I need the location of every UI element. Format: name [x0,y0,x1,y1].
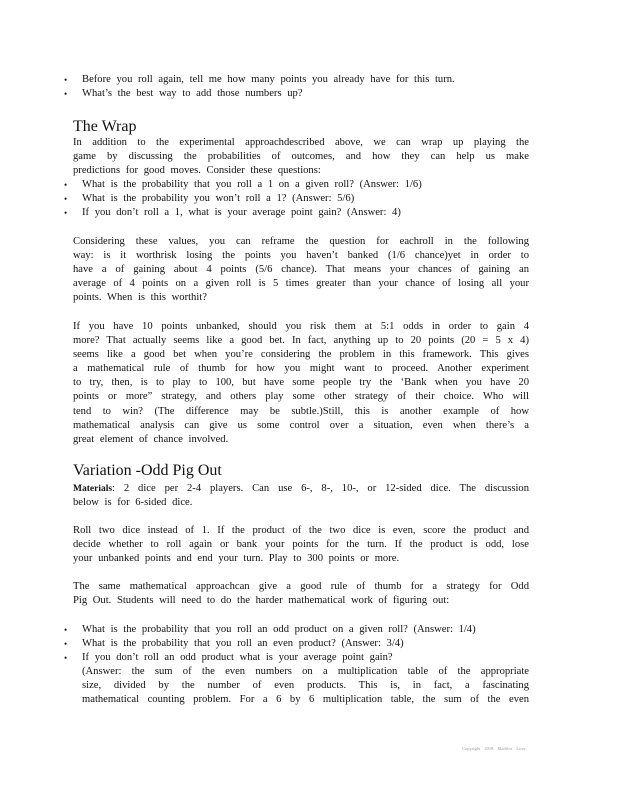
bullet-icon: • [64,653,68,664]
text-line: (Answer: the sum of the even numbers on a multiplication table of the appropriate [82,666,529,678]
materials-label: Materials [73,484,113,494]
text-line: more? That actually seems like a good bet. In fact, anything up to 20 points (20 = 5 x 4) [73,335,529,347]
text-line: mathematical counting problem. For a 6 by 6 multiplication table, the sum of the even [82,694,529,706]
text-line: Considering these values, you can reframe the question for eachroll in the following [73,236,529,247]
variation-materials [73,482,529,510]
list-item: • If you don’t roll a 1, what is your average point gain? (Answer: 4) [73,206,529,220]
list-item: • What is the probability you won’t roll a 1? (Answer: 5/6) [73,192,529,206]
list-item: • What is the probability that you roll an even product? (Answer: 3/4) [73,637,529,651]
text-line: your unbanked points and end your turn. Play to 300 points or more. [73,553,400,565]
answer-block [73,665,529,707]
wrap-intro [73,136,529,178]
text-line: If you have 10 points unbanked, should you risk them at 5:1 odds in order to gain 4 [73,321,529,332]
text-line: a mathematical rule of thumb for how you might want to proceed. Another experiment [73,363,529,375]
text-line: below is for 6-sided dice. [73,497,193,509]
top-bullet-list [64,73,529,101]
text-line: Pig Out. Students will need to do the harder mathematical work of figuring out: [73,595,450,607]
list-item: • Before you roll again, tell me how many points you already have for this turn. [73,73,529,87]
bullet-icon: • [64,75,68,85]
text-line: tend to win? (The difference may be subtle.)Still, this is another example of how [73,405,529,417]
text-line: points or more” strategy, and others play some other strategy of their choice. Who will [73,391,529,403]
copyright-footer: Copyright 2018 Mathfor Love [462,746,526,751]
wrap-paragraph-1 [73,235,529,305]
wrap-paragraph-2 [73,320,529,447]
list-item: • What’s the best way to add those numbers up? [73,87,529,101]
text-line: to try, then, is to play to 100, but have some people try the ‘Bank when you have 20 [73,377,529,389]
text-line: decide whether to roll again or bank your points for the turn. If the product is odd, lose [73,539,529,551]
text-line: have a of gaining about 4 points (5/6 chance). That means your chances of gaining an [73,264,529,276]
variation-paragraph-1 [73,524,529,566]
list-item: • What is the probability that you roll a 1 on a given roll? (Answer: 1/6) [73,178,529,192]
text-line: In addition to the experimental approachdescribed above, we can wrap up playing the [73,137,529,148]
materials-text: : 2 dice per 2-4 players. Can use 6-, 8-, 10-, or 12-sided dice. The discussion [112,483,529,494]
wrap-question-list [64,178,529,220]
text-line: average of 4 points on a given roll is 5 times greater than your chance of losing all your [73,278,529,290]
bullet-icon: • [64,194,68,205]
text-line [73,482,529,496]
bullet-icon: • [64,208,68,219]
text-line: size, divided by the number of even products. This is, in fact, a fascinating [82,680,529,692]
bullet-icon: • [64,639,68,650]
list-item: • What is the probability that you roll an odd product on a given roll? (Answer: 1/4) [73,623,529,637]
section-heading-wrap: The Wrap [73,118,137,135]
text-line: predictions for good moves. Consider these questions: [73,165,321,177]
text-line: seems like a good bet when you’re considering the problem in this framework. This gives [73,349,529,361]
variation-paragraph-2 [73,580,529,608]
variation-question-list [64,623,529,708]
list-item: • If you don’t roll an odd product what is your average point gain? [73,651,529,665]
bullet-icon: • [64,180,68,190]
text-line: game by discussing the probabilities of outcomes, and how they can help us make [73,151,529,163]
text-line: mathematical analysis can give us some control over a situation, even when there’s a [73,419,529,431]
text-line: points. When is this worthit? [73,292,207,304]
text-line: Roll two dice instead of 1. If the product of the two dice is even, score the product and [73,525,529,536]
bullet-icon: • [64,89,68,100]
section-heading-variation: Variation -Odd Pig Out [73,462,222,479]
text-line: great element of chance involved. [73,433,229,445]
bullet-icon: • [64,625,68,635]
text-line: way: is it worthrisk losing the points you haven’t banked (1/6 chance)yet in order to [73,250,529,262]
text-line: The same mathematical approachcan give a good rule of thumb for a strategy for Odd [73,581,529,592]
